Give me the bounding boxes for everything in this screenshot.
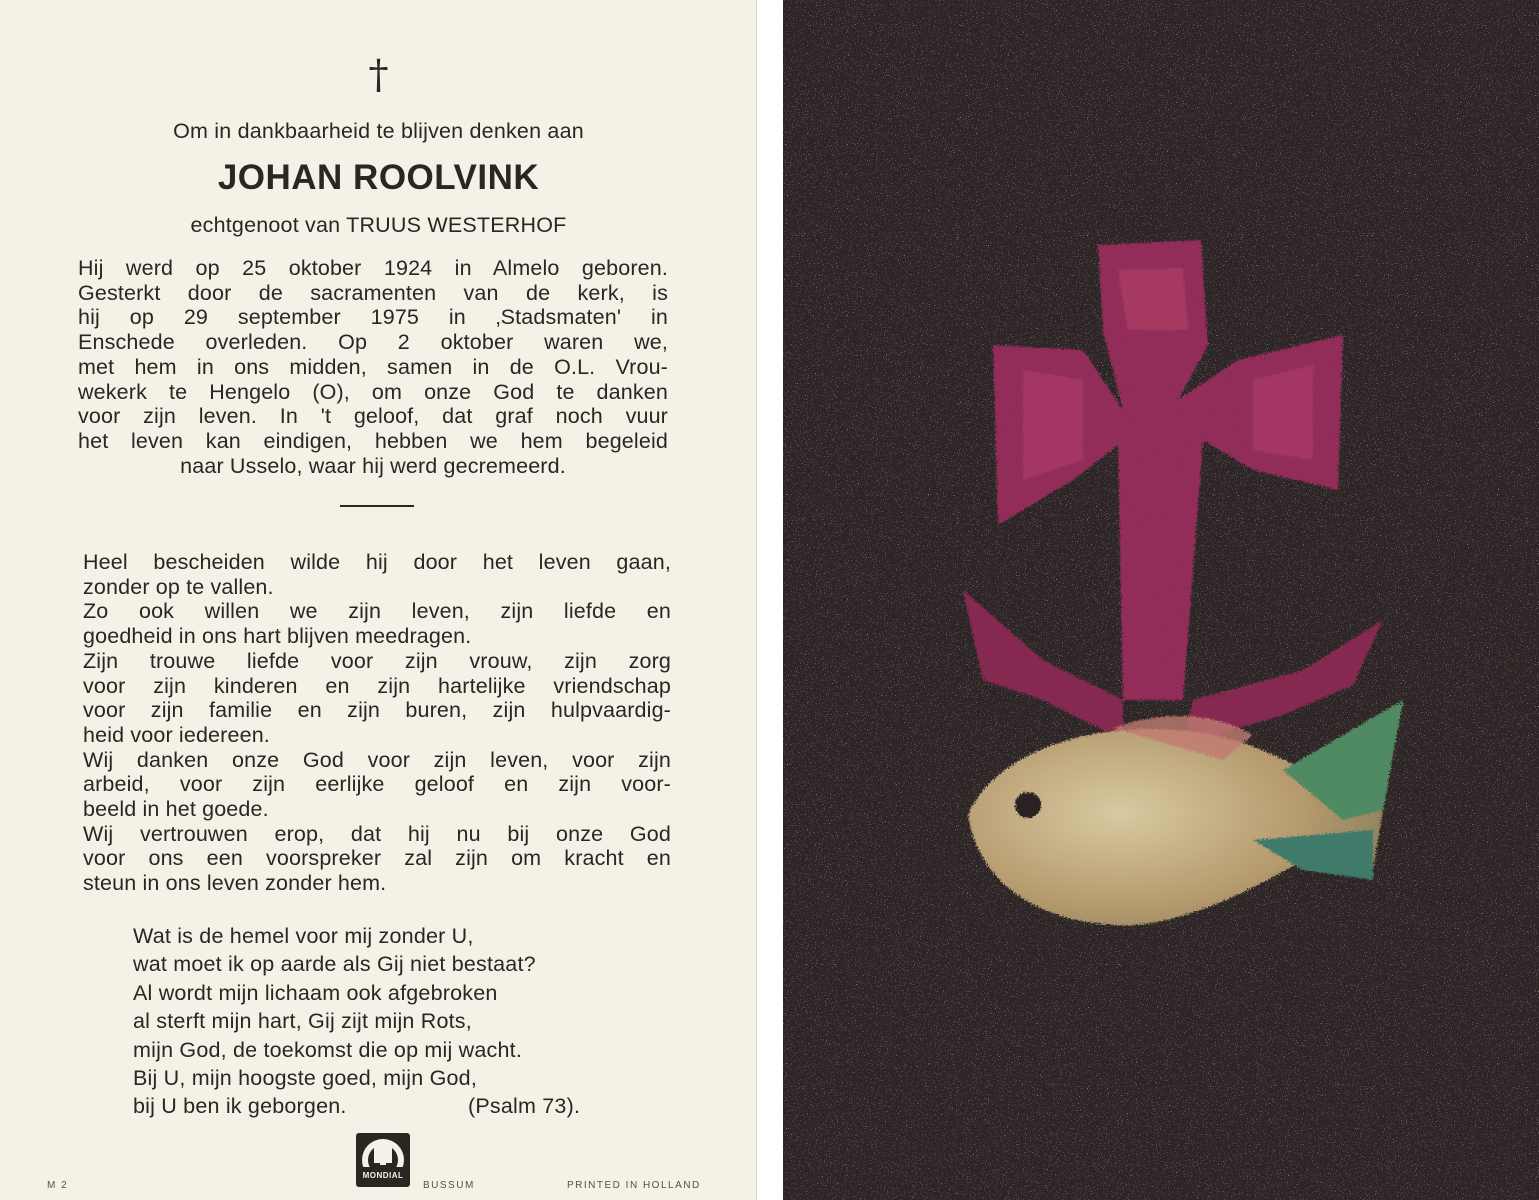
psalm-line: wat moet ik op aarde als Gij niet bestaat? — [133, 952, 536, 977]
mondial-logo — [356, 1133, 410, 1187]
bio-line: het leven kan eindigen, hebben we hem begeleid — [78, 428, 668, 453]
bio-line: wekerk te Hengelo (O), om onze God te danken — [78, 379, 668, 404]
bio-line: hij op 29 september 1975 in ‚Stadsmaten' in — [78, 305, 668, 330]
tribute-line: goedheid in ons hart blijven meedragen. — [83, 624, 472, 649]
psalm-reference: (Psalm 73). — [468, 1094, 581, 1119]
tribute-line: heid voor iedereen. — [83, 722, 270, 747]
deceased-name: JOHAN ROOLVINK — [217, 158, 540, 197]
bio-line: naar Usselo, waar hij werd gecremeerd. — [180, 453, 566, 478]
psalm-verse — [133, 922, 581, 1121]
tribute-line: Zijn trouwe liefde voor zijn vrouw, zijn zorg — [83, 648, 671, 673]
bio-line: Gesterkt door de sacramenten van de kerk, is — [78, 280, 668, 305]
tribute-line: zonder op te vallen. — [83, 574, 274, 599]
tribute-line: voor zijn familie en zijn buren, zijn hulpvaardig- — [83, 698, 671, 723]
biography-paragraph — [78, 256, 668, 478]
tribute-paragraph — [83, 550, 671, 896]
divider — [340, 505, 414, 507]
psalm-line: Bij U, mijn hoogste goed, mijn God, — [133, 1066, 477, 1091]
psalm-last-row — [133, 1092, 581, 1120]
psalm-line: bij U ben ik geborgen. — [133, 1094, 347, 1119]
tribute-line: arbeid, voor zijn eerlijke geloof en zijn voor- — [83, 772, 671, 797]
cross-icon: † — [368, 52, 389, 98]
tribute-line: voor ons een voorspreker zal zijn om kracht en — [83, 846, 671, 871]
print-code: M 2 — [47, 1180, 69, 1191]
printed-in: PRINTED IN HOLLAND — [567, 1180, 701, 1191]
memorial-card-text-side — [0, 0, 757, 1200]
cross-anchor-fish-artwork — [783, 0, 1539, 1200]
memorial-card-image-side — [783, 0, 1539, 1200]
bio-line: Hij werd op 25 oktober 1924 in Almelo geboren. — [78, 256, 668, 280]
psalm-line: al sterft mijn hart, Gij zijt mijn Rots, — [133, 1009, 472, 1034]
tribute-line: voor zijn kinderen en zijn hartelijke vriendschap — [83, 673, 671, 698]
bio-line: met hem in ons midden, samen in de O.L. Vrou- — [78, 354, 668, 379]
svg-text:MONDIAL: MONDIAL — [362, 1171, 404, 1180]
spouse-line: echtgenoot van TRUUS WESTERHOF — [190, 213, 567, 237]
tribute-line: beeld in het goede. — [83, 797, 269, 822]
psalm-line: Wat is de hemel voor mij zonder U, — [133, 924, 474, 948]
psalm-line: mijn God, de toekomst die op mij wacht. — [133, 1037, 522, 1062]
tribute-line: steun in ons leven zonder hem. — [83, 871, 387, 896]
intro-line: Om in dankbaarheid te blijven denken aan — [173, 119, 584, 143]
bio-line: voor zijn leven. In 't geloof, dat graf noch vuur — [78, 404, 668, 429]
tribute-line: Wij vertrouwen erop, dat hij nu bij onze God — [83, 821, 671, 846]
tribute-line: Zo ook willen we zijn leven, zijn liefde en — [83, 599, 671, 624]
psalm-line: Al wordt mijn lichaam ook afgebroken — [133, 980, 498, 1005]
tribute-line: Heel bescheiden wilde hij door het leven gaan, — [83, 550, 671, 574]
tribute-line: Wij danken onze God voor zijn leven, voor zijn — [83, 747, 671, 772]
publisher-city: BUSSUM — [423, 1180, 475, 1191]
bio-line: Enschede overleden. Op 2 oktober waren we, — [78, 330, 668, 355]
